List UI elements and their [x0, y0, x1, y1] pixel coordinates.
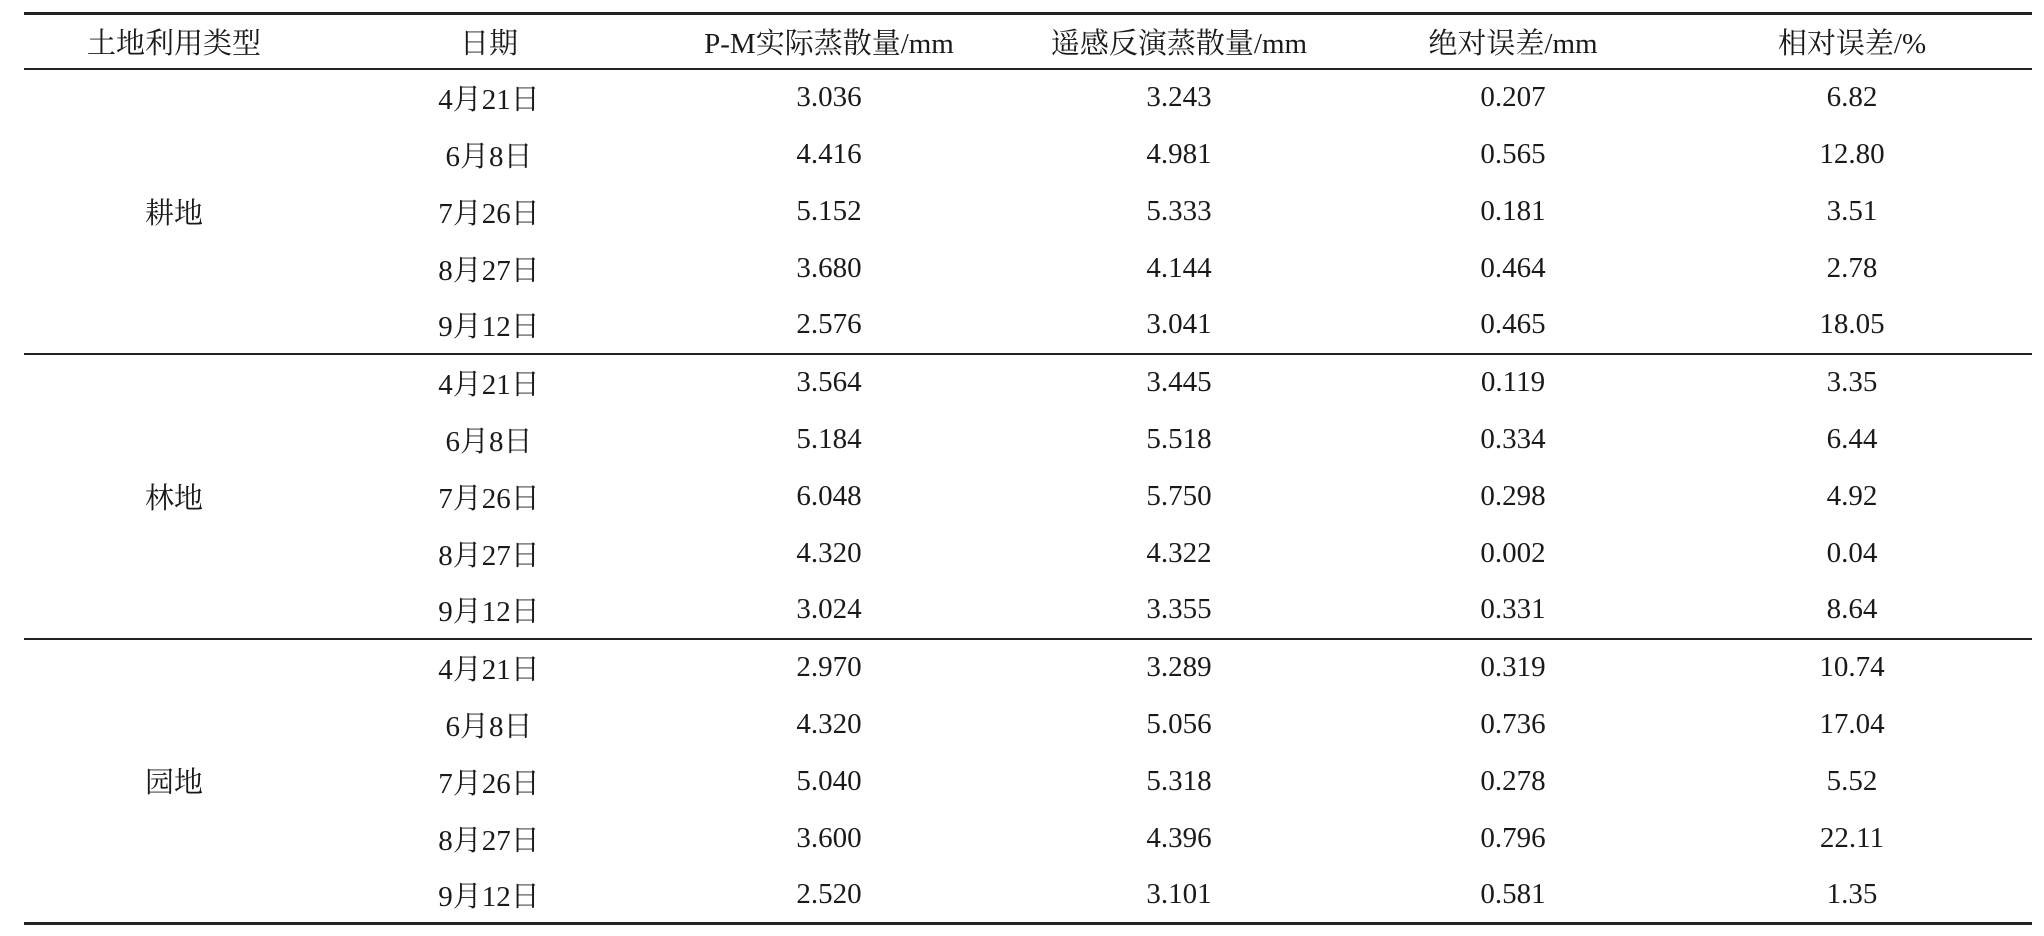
header-absolute-error: 绝对误差/mm — [1354, 14, 1672, 69]
table-row — [24, 810, 2032, 867]
relative-error-cell: 3.35 — [1672, 354, 2032, 411]
relative-error-cell: 6.44 — [1826, 422, 1878, 455]
relative-error-cell: 5.52 — [1826, 764, 1878, 797]
pm-et-cell: 4.416 — [796, 137, 862, 170]
pm-et-cell: 3.600 — [796, 821, 862, 854]
pm-et-cell: 2.576 — [796, 308, 862, 340]
absolute-error-cell: 0.565 — [1480, 137, 1546, 170]
rs-et-cell: 4.396 — [1146, 821, 1212, 854]
pm-et-cell: 5.040 — [796, 764, 862, 797]
table-row — [24, 525, 2032, 582]
rs-et-cell: 3.355 — [1146, 593, 1212, 625]
table-row — [24, 297, 2032, 354]
pm-et-cell: 3.680 — [796, 251, 862, 284]
pm-et-cell: 3.036 — [796, 81, 862, 113]
relative-error-cell: 3.51 — [1826, 194, 1878, 227]
table-row — [24, 867, 2032, 924]
absolute-error-cell: 0.581 — [1354, 867, 1672, 924]
date-cell: 6月8日 — [445, 710, 533, 743]
relative-error-cell: 22.11 — [1819, 821, 1885, 854]
absolute-error-cell: 0.331 — [1480, 593, 1546, 625]
relative-error-cell: 0.04 — [1826, 536, 1878, 569]
date-cell: 8月27日 — [438, 539, 540, 572]
rs-et-cell: 3.289 — [1004, 639, 1354, 696]
table-row — [24, 639, 2032, 696]
pm-et-cell: 4.320 — [796, 707, 862, 740]
pm-et-cell: 5.184 — [796, 422, 862, 455]
absolute-error-cell: 0.298 — [1480, 479, 1546, 512]
relative-error-cell: 1.35 — [1672, 867, 2032, 924]
header-land-use: 土地利用类型 — [24, 14, 324, 69]
absolute-error-cell: 0.334 — [1480, 422, 1546, 455]
date-cell: 6月8日 — [445, 425, 533, 458]
absolute-error-cell: 0.181 — [1480, 194, 1546, 227]
evapotranspiration-comparison-table — [24, 12, 2032, 925]
rs-et-cell: 3.041 — [1146, 308, 1212, 340]
table-header — [24, 14, 2032, 69]
date-cell: 4月21日 — [324, 354, 654, 411]
pm-et-cell: 2.970 — [654, 639, 1004, 696]
absolute-error-cell: 0.119 — [1354, 354, 1672, 411]
date-cell: 7月26日 — [438, 197, 540, 230]
absolute-error-cell: 0.278 — [1480, 764, 1546, 797]
absolute-error-cell: 0.002 — [1480, 536, 1546, 569]
absolute-error-cell: 0.319 — [1354, 639, 1672, 696]
date-cell: 8月27日 — [438, 254, 540, 287]
date-cell: 4月21日 — [324, 639, 654, 696]
rs-et-cell: 4.144 — [1146, 251, 1212, 284]
rs-et-cell: 3.101 — [1004, 867, 1354, 924]
land-use-cell: 耕地 — [144, 197, 203, 230]
land-use-group — [24, 354, 2032, 639]
date-cell: 9月12日 — [438, 311, 540, 343]
pm-et-cell: 3.564 — [654, 354, 1004, 411]
date-cell: 6月8日 — [445, 140, 533, 173]
rs-et-cell: 5.333 — [1146, 194, 1212, 227]
header-date: 日期 — [324, 14, 654, 69]
table-row — [24, 126, 2032, 183]
date-cell: 9月12日 — [324, 867, 654, 924]
absolute-error-cell: 0.796 — [1480, 821, 1546, 854]
land-use-group — [24, 639, 2032, 924]
table-row — [24, 411, 2032, 468]
rs-et-cell: 3.445 — [1004, 354, 1354, 411]
relative-error-cell: 10.74 — [1672, 639, 2032, 696]
date-cell: 4月21日 — [438, 84, 540, 116]
date-cell: 9月12日 — [438, 596, 540, 628]
table-row — [24, 582, 2032, 639]
pm-et-cell: 3.024 — [796, 593, 862, 625]
land-use-cell: 园地 — [24, 639, 324, 924]
rs-et-cell: 5.318 — [1146, 764, 1212, 797]
relative-error-cell: 8.64 — [1826, 593, 1878, 625]
rs-et-cell: 5.056 — [1146, 707, 1212, 740]
relative-error-cell: 18.05 — [1819, 308, 1885, 340]
relative-error-cell: 17.04 — [1819, 707, 1885, 740]
table-row — [24, 753, 2032, 810]
header-relative-error: 相对误差/% — [1672, 14, 2032, 69]
rs-et-cell: 4.322 — [1146, 536, 1212, 569]
table-row — [24, 69, 2032, 126]
absolute-error-cell: 0.207 — [1480, 81, 1546, 113]
land-use-group — [24, 69, 2032, 354]
table-row — [24, 240, 2032, 297]
absolute-error-cell: 0.736 — [1480, 707, 1546, 740]
relative-error-cell: 2.78 — [1826, 251, 1878, 284]
relative-error-cell: 6.82 — [1826, 81, 1878, 113]
date-cell: 7月26日 — [438, 482, 540, 515]
table-row — [24, 354, 2032, 411]
table-row — [24, 696, 2032, 753]
header-pm-et: P-M实际蒸散量/mm — [654, 14, 1004, 69]
table-row — [24, 183, 2032, 240]
relative-error-cell: 4.92 — [1826, 479, 1878, 512]
absolute-error-cell: 0.465 — [1480, 308, 1546, 340]
header-rs-et: 遥感反演蒸散量/mm — [1004, 14, 1354, 69]
relative-error-cell: 12.80 — [1819, 137, 1885, 170]
date-cell: 7月26日 — [438, 767, 540, 800]
rs-et-cell: 3.243 — [1146, 81, 1212, 113]
land-use-cell: 林地 — [24, 354, 324, 639]
pm-et-cell: 5.152 — [796, 194, 862, 227]
rs-et-cell: 5.518 — [1146, 422, 1212, 455]
absolute-error-cell: 0.464 — [1480, 251, 1546, 284]
rs-et-cell: 4.981 — [1146, 137, 1212, 170]
rs-et-cell: 5.750 — [1146, 479, 1212, 512]
pm-et-cell: 6.048 — [796, 479, 862, 512]
date-cell: 8月27日 — [438, 824, 540, 857]
header-row — [24, 14, 2032, 69]
table-row — [24, 468, 2032, 525]
pm-et-cell: 4.320 — [796, 536, 862, 569]
pm-et-cell: 2.520 — [654, 867, 1004, 924]
